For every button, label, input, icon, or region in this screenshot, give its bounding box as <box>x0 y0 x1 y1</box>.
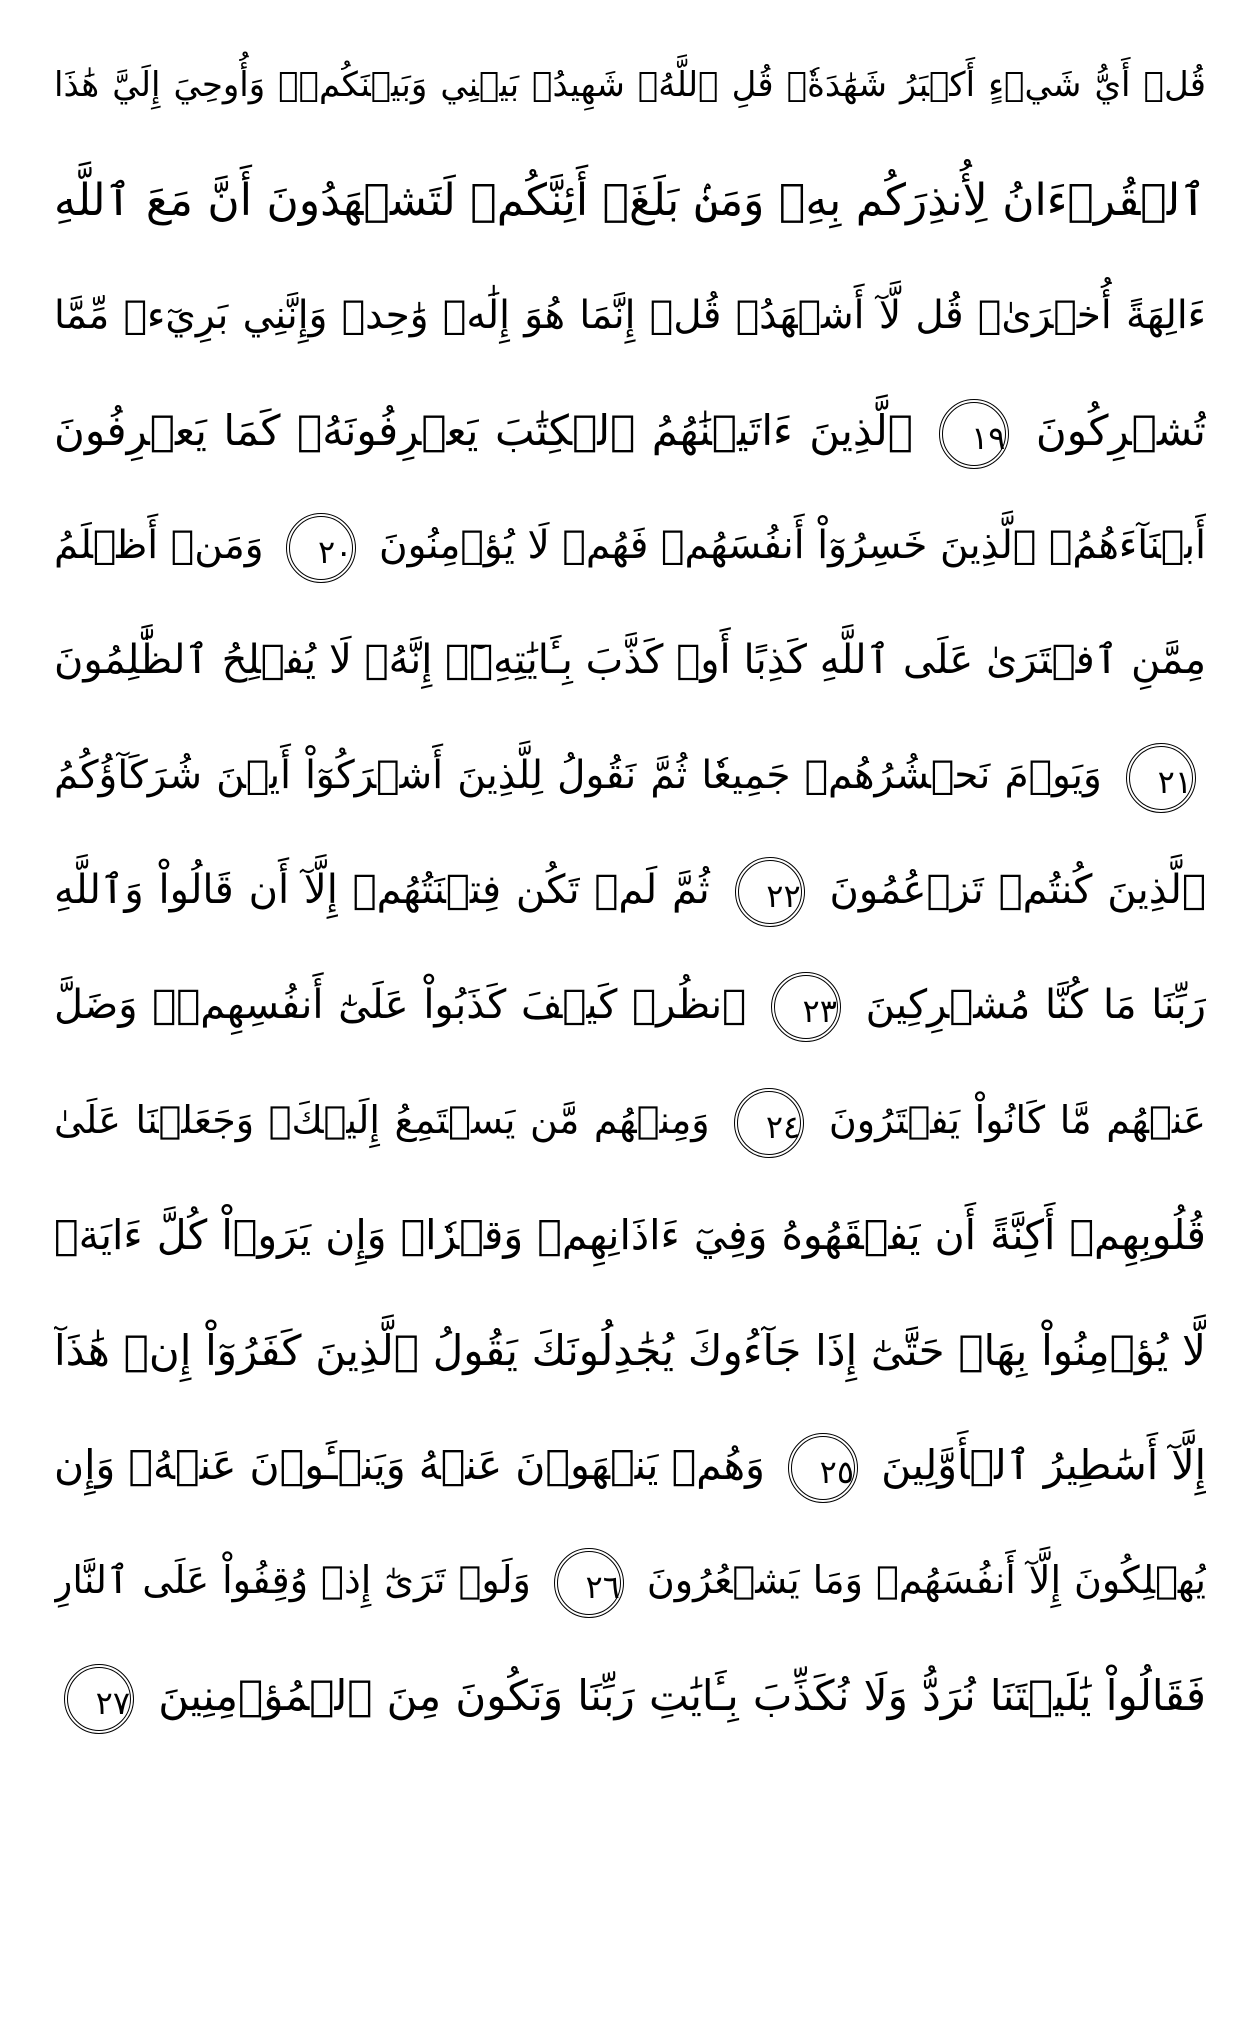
text-line-2 <box>54 143 1206 258</box>
line-text-before: رَبِّنَا مَا كُنَّا مُشۡرِكِينَ <box>865 982 1206 1028</box>
text-line-4 <box>54 373 1206 488</box>
line-text-before: إِلَّآ أَسَٰطِيرُ ٱلۡأَوَّلِينَ <box>881 1441 1206 1489</box>
line-text-before: ٱلَّذِينَ كُنتُمۡ تَزۡعُمُونَ <box>829 867 1206 913</box>
text-line-6 <box>54 603 1206 718</box>
text-line-10 <box>54 1063 1206 1178</box>
text-line-11 <box>54 1178 1206 1293</box>
line-text-after: ٱنظُرۡ كَيۡفَ كَذَبُواْ عَلَىٰٓ أَنفُسِهِمۡۚ وَضَلَّ <box>54 982 747 1028</box>
text-line-3 <box>54 258 1206 373</box>
text-line-15 <box>54 1638 1206 1753</box>
line-text-after: وَهُمۡ يَنۡهَوۡنَ عَنۡهُ وَيَنۡـَٔوۡنَ عَنۡهُۖ وَإِن <box>54 1441 765 1489</box>
text-line-14 <box>54 1523 1206 1638</box>
verse-number-marker: ٢٢ <box>735 857 805 927</box>
line-text-after: وَيَوۡمَ نَحۡشُرُهُمۡ جَمِيعٗا ثُمَّ نَقُولُ لِلَّذِينَ أَشۡرَكُوٓاْ أَيۡنَ شُرَكَآؤُكُمُ <box>54 753 1102 798</box>
line-text-before: فَقَالُواْ يَٰلَيۡتَنَا نُرَدُّ وَلَا نُكَذِّبَ بِـَٔايَٰتِ رَبِّنَا وَنَكُونَ مِنَ ٱلۡمُؤۡمِنِينَ <box>158 1671 1206 1720</box>
verse-number-marker: ٢٦ <box>554 1548 624 1618</box>
text-line-8 <box>54 833 1206 948</box>
text-line-5 <box>54 488 1206 603</box>
line-text: ءَالِهَةً أُخۡرَىٰۚ قُل لَّآ أَشۡهَدُۚ قُلۡ إِنَّمَا هُوَ إِلَٰهٞ وَٰحِدٞ وَإِنَّنِي بَرِيٓءٞ مِّمَّا <box>54 293 1206 338</box>
verse-number-marker: ٢٠ <box>286 513 356 583</box>
line-text: قُلُوبِهِمۡ أَكِنَّةً أَن يَفۡقَهُوهُ وَفِيٓ ءَاذَانِهِمۡ وَقۡرٗاۚ وَإِن يَرَوۡاْ كُلَّ ءَايَةٖ <box>54 1211 1206 1259</box>
line-text-after: ثُمَّ لَمۡ تَكُن فِتۡنَتُهُمۡ إِلَّآ أَن قَالُواْ وَٱللَّهِ <box>54 867 710 913</box>
verse-number-marker: ٢٤ <box>734 1088 804 1158</box>
text-line-9 <box>54 948 1206 1063</box>
line-text: لَّا يُؤۡمِنُواْ بِهَاۖ حَتَّىٰٓ إِذَا جَآءُوكَ يُجَٰدِلُونَكَ يَقُولُ ٱلَّذِينَ كَفَرُوٓاْ إِنۡ هَٰذَآ <box>54 1326 1206 1375</box>
line-text-before: يُهۡلِكُونَ إِلَّآ أَنفُسَهُمۡ وَمَا يَشۡعُرُونَ <box>646 1558 1206 1602</box>
line-text: ٱلۡقُرۡءَانُ لِأُنذِرَكُم بِهِۦ وَمَنۢ بَلَغَۚ أَئِنَّكُمۡ لَتَشۡهَدُونَ أَنَّ مَعَ ٱللَّهِ <box>54 175 1206 226</box>
verse-number-marker: ١٩ <box>939 399 1009 469</box>
line-text-after: وَمَنۡ أَظۡلَمُ <box>54 523 264 568</box>
line-text: مِمَّنِ ٱفۡتَرَىٰ عَلَى ٱللَّهِ كَذِبًا أَوۡ كَذَّبَ بِـَٔايَٰتِهِۦٓۚ إِنَّهُۥ لَا يُفۡلِحُ ٱلظَّٰلِمُونَ <box>54 637 1206 683</box>
text-line-1 <box>54 28 1206 143</box>
text-line-13 <box>54 1408 1206 1523</box>
line-text-before: عَنۡهُم مَّا كَانُواْ يَفۡتَرُونَ <box>828 1098 1206 1142</box>
line-text-after: وَلَوۡ تَرَىٰٓ إِذۡ وُقِفُواْ عَلَى ٱلنَّارِ <box>54 1558 531 1602</box>
verse-number-marker: ٢١ <box>1126 743 1196 813</box>
line-text-before: أَبۡنَآءَهُمُۘ ٱلَّذِينَ خَسِرُوٓاْ أَنفُسَهُمۡ فَهُمۡ لَا يُؤۡمِنُونَ <box>378 523 1206 568</box>
line-text: قُلۡ أَيُّ شَيۡءٍ أَكۡبَرُ شَهَٰدَةٗۖ قُلِ ٱللَّهُۖ شَهِيدُۢ بَيۡنِي وَبَيۡنَكُمۡۚ وَأُوحِيَ إِلَيَّ هَٰذَا <box>54 65 1206 105</box>
verse-number-marker: ٢٣ <box>771 972 841 1042</box>
text-line-7 <box>54 718 1206 833</box>
verse-number-marker: ٢٥ <box>788 1433 858 1503</box>
line-text-after: ٱلَّذِينَ ءَاتَيۡنَٰهُمُ ٱلۡكِتَٰبَ يَعۡرِفُونَهُۥ كَمَا يَعۡرِفُونَ <box>54 406 913 455</box>
line-text-before: تُشۡرِكُونَ <box>1035 406 1206 455</box>
verse-number-marker: ٢٧ <box>64 1664 134 1734</box>
line-text-after: وَمِنۡهُم مَّن يَسۡتَمِعُ إِلَيۡكَۖ وَجَعَلۡنَا عَلَىٰ <box>54 1098 710 1142</box>
text-line-12 <box>54 1293 1206 1408</box>
